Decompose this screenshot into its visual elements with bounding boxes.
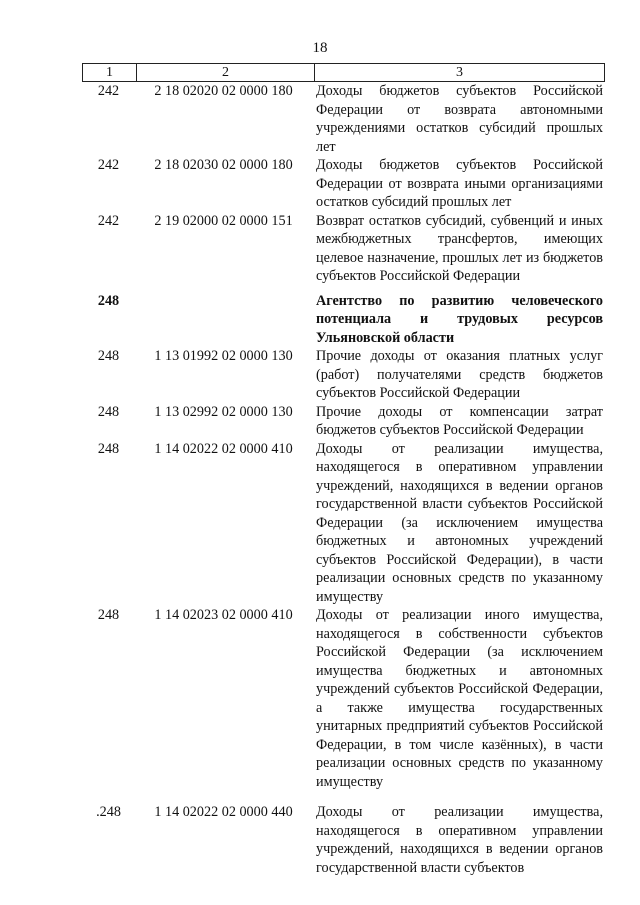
header-col-3: 3 xyxy=(456,64,463,80)
table-row xyxy=(82,403,605,440)
revenue-code: 2 18 02020 02 0000 180 xyxy=(154,83,293,99)
revenue-description: Доходы бюджетов субъектов Российской Федерации от возврата автономными учреждениями остатков субсидий прошлых лет xyxy=(316,83,603,155)
header-col-2: 2 xyxy=(137,64,315,81)
table-row xyxy=(82,82,605,156)
page-number: 18 xyxy=(312,40,328,56)
revenue-description: Доходы от реализации имущества, находящегося в оперативном управлении учреждений, находящихся в ведении органов государственной власти субъектов Российской Федерации (за исключением имущества бюджетных и автономных учреждений субъектов Российской Федерации), в части реализации основных средств по указанному имуществу xyxy=(316,440,603,605)
revenue-description: Доходы от реализации имущества, находящегося в оперативном управлении учреждений, находящихся в ведении органов государственной власти субъектов xyxy=(316,804,603,876)
table-header xyxy=(82,63,605,82)
table-row xyxy=(82,440,605,607)
revenue-code: 1 14 02022 02 0000 440 xyxy=(154,804,293,820)
admin-code: 248 xyxy=(97,607,120,623)
revenue-code: 1 13 01992 02 0000 130 xyxy=(154,348,293,364)
admin-code: .248 xyxy=(96,804,121,820)
revenue-description: Доходы бюджетов субъектов Российской Федерации от возврата иными организациями остатков субсидий прошлых лет xyxy=(316,157,603,210)
revenue-description: Возврат остатков субсидий, субвенций и иных межбюджетных трансфертов, имеющих целевое назначение, прошлых лет из бюджетов субъектов Российской Федерации xyxy=(316,212,603,284)
table-row xyxy=(82,156,605,212)
table-row xyxy=(82,347,605,403)
admin-code: 248 xyxy=(97,348,120,364)
table-body xyxy=(82,82,605,877)
table-row xyxy=(82,212,605,286)
admin-code: 242 xyxy=(97,83,120,99)
admin-code: 248 xyxy=(97,403,120,420)
revenue-description: Прочие доходы от оказания платных услуг (работ) получателями средств бюджетов субъектов Российской Федерации xyxy=(316,348,603,401)
table-row xyxy=(82,803,605,877)
revenue-code xyxy=(135,292,312,348)
admin-code: 242 xyxy=(97,157,120,173)
admin-code: 242 xyxy=(97,212,120,229)
revenue-code: 1 14 02023 02 0000 410 xyxy=(154,607,293,623)
revenue-code: 1 13 02992 02 0000 130 xyxy=(154,403,293,420)
admin-code: 248 xyxy=(97,292,120,309)
header-col-1: 1 xyxy=(83,64,137,81)
table-row xyxy=(82,606,605,791)
revenue-code: 2 19 02000 02 0000 151 xyxy=(154,212,293,229)
revenue-description: Прочие доходы от компенсации затрат бюджетов субъектов Российской Федерации xyxy=(316,403,603,438)
agency-heading-row xyxy=(82,292,605,348)
agency-name: Агентство по развитию человеческого потенциала и трудовых ресурсов Ульяновской области xyxy=(316,292,603,346)
revenue-code: 2 18 02030 02 0000 180 xyxy=(154,157,293,173)
revenue-code: 1 14 02022 02 0000 410 xyxy=(154,440,293,457)
admin-code: 248 xyxy=(97,440,120,457)
revenue-description: Доходы от реализации иного имущества, находящегося в собственности субъектов Российской Федерации (за исключением имущества бюджетных и автономных учреждений субъектов Российской Федерации, а также имущества государственных унитарных предприятий субъектов Российской Федерации, в том числе казённых), в части реализации основных средств по указанному имуществу xyxy=(316,607,603,790)
